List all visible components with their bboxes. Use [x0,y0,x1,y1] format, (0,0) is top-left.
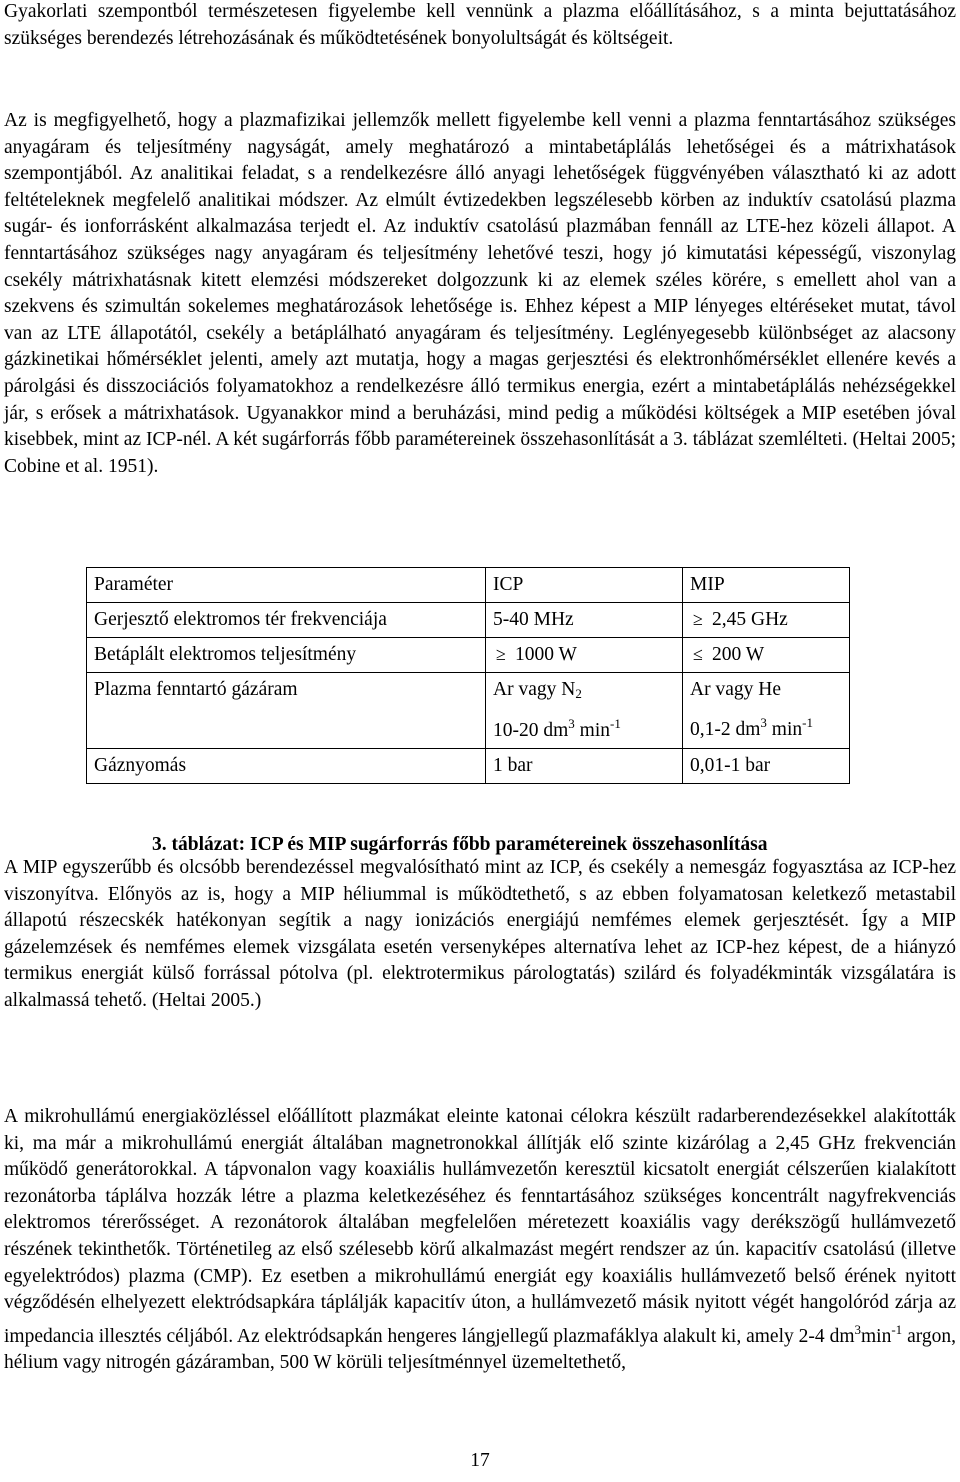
exponent: -1 [802,715,813,730]
table-cell: Betáplált elektromos teljesítmény [87,638,486,673]
header-cell-mip: MIP [683,568,850,603]
table-cell: Gáznyomás [87,749,486,784]
cell-value: 10-20 dm [493,720,569,741]
comparison-table [86,567,850,784]
table-cell: 1 bar [486,749,683,784]
table-cell: 0,01-1 bar [683,749,850,784]
table-cell [486,638,683,673]
paragraph-comparison: Az is megfigyelhető, hogy a plazmafizikai jellemzők mellett figyelembe kell venni a plazma fenntartásához szükséges anyagáram és teljesítmény nagyságát, amely meghatározó a mintabetáplálás lehetőségei és a mátrixhatások szempontjából. Az analitikai feladat, s a rendelkezésre álló anyagi lehetőségek függvényében választható ki az adott feltételeknek megfelelő analitikai módszer. Az elmúlt évtizedekben legszélesebb körben az induktív csatolású plazma sugár- és ionforrásként alkalmazása terjedt el. Az induktív csatolású plazmában fennáll az LTE-hez közeli állapot. A fenntartásához szükséges nagy anyagáram és teljesítmény lehetővé teszi, hogy jó kimutatási képességű, viszonylag csekély mátrixhatásnak kitett elemzési módszereket dolgozzunk ki az elemek széles körére, s emellett ahol van a szekvens és szimultán sokelemes meghatározások lehetősége is. Ehhez képest a MIP lényeges eltéréseket mutat, távol van az LTE állapotától, csekély a betáplálható anyagáram és teljesítmény. Leglényegesebb különbséget az alacsony gázkinetikai hőmérséklet jelenti, amely azt mutatja, hogy a magas gerjesztési és elektronhőmérséklet ellenére kevés a párolgási és disszociációs folyamatokhoz a rendelkezésre álló termikus energia, ezért a mintabetáplálás nehézségekkel jár, s erősek a mátrixhatások. Ugyanakkor mind a beruházási, mind pedig a működési költségek a MIP esetében jóval kisebbek, mint az ICP-nél. A két sugárforrás főbb paramétereinek összehasonlítását a 3. táblázat szemlélteti. (Heltai 2005; Cobine et al. 1951). [4,110,956,477]
table-cell [683,638,850,673]
cell-value: 2,45 GHz [712,609,788,630]
table-cell [683,673,850,749]
greater-equal-symbol: ≥ [693,609,703,629]
cell-value: Ar vagy N [493,679,576,700]
table-row [87,749,850,784]
table-cell: 5-40 MHz [486,603,683,638]
header-cell-parameter: Paraméter [87,568,486,603]
subscript: 2 [575,686,582,701]
table-row [87,638,850,673]
exponent: 3 [568,716,575,731]
table-cell [486,673,683,749]
table-cell [683,603,850,638]
table-row [87,673,850,749]
paragraph-microwave-plasma [4,1104,956,1377]
less-equal-symbol: ≤ [693,644,703,664]
paragraph-text: A mikrohullámú energiaközléssel előállított plazmákat eleinte katonai célokra készült radarberendezésekkel alakították ki, ma már a mikrohullámú energiát általában magnetronokkal állítják elő szinte kizárólag a 2,45 GHz frekvencián működő generátorokkal. A tápvonalon vagy koaxiális hullámvezetőn keresztül kicsatolt energiát célszerűen kialakított rezonátorba táplálva hozzák létre a plazma keletkezéséhez és fenntartásához szükséges koncentrált nagyfrekvenciás elektromos térerősséget. A rezonátorok általában megfelelően méretezett koaxiális vagy derékszögű hullámvezető részének tekinthetők. Történetileg az első szélesebb körű alkalmazást megért rendszer az ún. kapacitív csatolású (illetve egyelektródos) plazma (CMP). Ez esetben a mikrohullámú energiát egy koaxiális hullámvezető belső érének nyitott végződésén elhelyezett elektródsapkára táplálják kapacitív úton, a hullámvezető másik nyitott végét hangolóród zárja az impedancia illesztés céljából. Az elektródsapkán hengeres lángjellegű plazmafáklya alakult ki, amely 2-4 [4,1106,956,1347]
cell-value: min [574,720,611,741]
paragraph-text: argon, hélium vagy nitrogén gázáramban, 500 W körüli teljesítménnyel üzemeltethető, [4,1325,956,1374]
cell-value: min [766,719,803,740]
page-number: 17 [470,1450,490,1471]
unit-text: dm [829,1325,855,1347]
table-caption: 3. táblázat: ICP és MIP sugárforrás főbb paramétereinek összehasonlítása [152,834,768,855]
cell-second-line [493,716,675,742]
table-row [87,603,850,638]
table-cell: Gerjesztő elektromos tér frekvenciája [87,603,486,638]
exponent: 3 [760,715,767,730]
exponent: -1 [610,716,621,731]
cell-value: 200 W [712,644,765,665]
unit-text: min [860,1325,892,1347]
paragraph-intro: Gyakorlati szempontból természetesen figyelembe kell vennünk a plazma előállításához, s a minta bejuttatásához szükséges berendezés létrehozásának és működtetésének bonyolultságát és költségeit. [4,1,956,49]
paragraph-mip-advantages: A MIP egyszerűbb és olcsóbb berendezéssel megvalósítható mint az ICP, és csekély a nemesgáz fogyasztása az ICP-hez viszonyítva. Előnyös az is, hogy a MIP héliummal is működtethető, s az ebben folyamatosan keletkező metastabil állapotú részecskék hatékonyan segítik a nagy ionizációs energiájú nemfémes elemek gerjesztését. Így a MIP gázelemzések és nemfémes elemek vizsgálata esetén versenyképes alternatíva lehet az ICP-hez képest, de a hiányzó termikus energiát külső forrással pótolva (pl. elektrotermikus párologtatás) szilárd és folyadékminták vizsgálatára is alkalmassá tehető. (Heltai 2005.) [4,857,956,1011]
cell-second-line [690,715,842,741]
table-header-row [87,568,850,603]
exponent: 3 [854,1321,861,1337]
cell-value: 0,1-2 dm [690,719,761,740]
greater-equal-symbol: ≥ [496,644,506,664]
cell-value: 1000 W [515,644,577,665]
cell-value: Ar vagy He [690,679,781,700]
header-cell-icp: ICP [486,568,683,603]
table-cell: Plazma fenntartó gázáram [87,673,486,749]
exponent: -1 [891,1321,903,1337]
